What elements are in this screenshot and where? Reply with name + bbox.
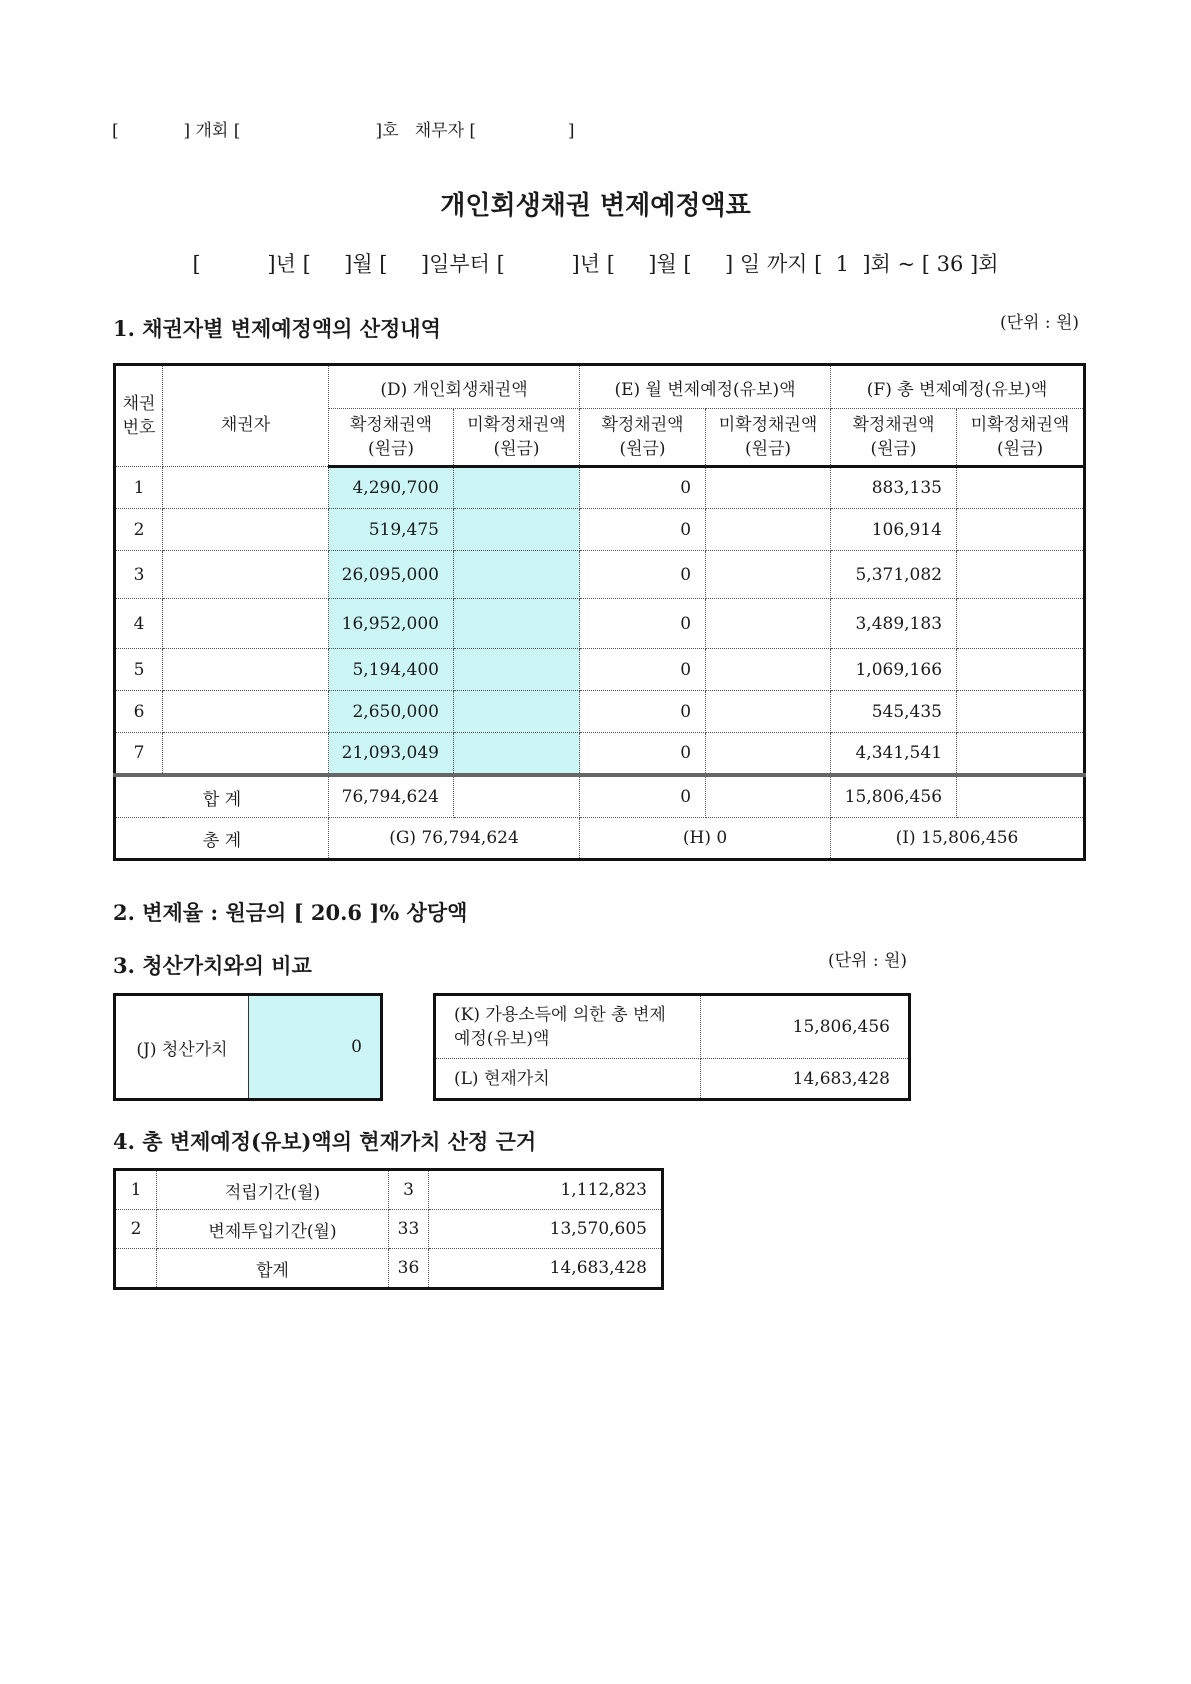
- total-row: [115, 818, 1085, 860]
- row-d-unconfirmed: [454, 733, 580, 776]
- header-d-confirmed: 확정채권액 (원금): [329, 409, 454, 467]
- section1-unit: (단위 : 원): [1000, 313, 1080, 333]
- header-creditor: 채권자: [163, 365, 329, 467]
- row-creditor: [163, 599, 329, 649]
- row-e-unconfirmed: [706, 467, 831, 509]
- repayment-period: [ ]년 [ ]월 [ ]일부터 [ ]년 [ ]월 [ ] 일 까지 [ 1 ]회 ~ [ 36 ]회: [192, 252, 999, 276]
- row-creditor: [163, 649, 329, 691]
- row-f-unconfirmed: [957, 599, 1085, 649]
- j-value: 0: [249, 995, 382, 1100]
- row-e-confirmed: 0: [580, 649, 706, 691]
- row-f-confirmed: 883,135: [831, 467, 957, 509]
- row-creditor: [163, 551, 329, 599]
- sum-row: [115, 775, 1085, 818]
- l-value: 14,683,428: [792, 1068, 890, 1089]
- section3-heading: 3. 청산가치와의 비교: [113, 953, 312, 978]
- row-f-confirmed: 4,341,541: [831, 733, 957, 776]
- case-header: [ ] 개회 [ ]호 채무자 [ ]: [112, 121, 575, 141]
- row-e-unconfirmed: [706, 551, 831, 599]
- row-e-confirmed: 0: [580, 509, 706, 551]
- row-no: 2: [115, 509, 163, 551]
- row-f-unconfirmed: [957, 649, 1085, 691]
- table-row: [115, 509, 1085, 551]
- row-no: 1: [115, 467, 163, 509]
- row-f-unconfirmed: [957, 691, 1085, 733]
- section1-heading: 1. 채권자별 변제예정액의 산정내역: [113, 316, 441, 341]
- liquidation-value-box: [113, 993, 383, 1101]
- row-no: 6: [115, 691, 163, 733]
- table-row: [115, 1210, 663, 1249]
- pv-no: 1: [115, 1170, 157, 1210]
- row-d-unconfirmed: [454, 509, 580, 551]
- row-e-unconfirmed: [706, 649, 831, 691]
- row-d-unconfirmed: [454, 551, 580, 599]
- row-no: 7: [115, 733, 163, 776]
- row-e-unconfirmed: [706, 509, 831, 551]
- row-d-confirmed: 5,194,400: [329, 649, 454, 691]
- section2-heading: 2. 변제율 : 원금의 [ 20.6 ]% 상당액: [113, 900, 468, 925]
- row-e-confirmed: 0: [580, 467, 706, 509]
- row-creditor: [163, 691, 329, 733]
- total-label: 총 계: [115, 818, 329, 860]
- row-d-confirmed: 519,475: [329, 509, 454, 551]
- pv-label: 합계: [157, 1249, 389, 1289]
- header-f-confirmed: 확정채권액 (원금): [831, 409, 957, 467]
- pv-no: 2: [115, 1210, 157, 1249]
- section4-heading: 4. 총 변제예정(유보)액의 현재가치 산정 근거: [113, 1129, 537, 1154]
- k-label: (K) 가용소득에 의한 총 변제 예정(유보)액: [435, 995, 701, 1059]
- row-f-unconfirmed: [957, 733, 1085, 776]
- row-d-confirmed: 2,650,000: [329, 691, 454, 733]
- row-f-unconfirmed: [957, 509, 1085, 551]
- sum-d-unconfirmed: [454, 775, 580, 818]
- row-e-unconfirmed: [706, 691, 831, 733]
- header-f: (F) 총 변제예정(유보)액: [831, 365, 1085, 409]
- row-f-confirmed: 1,069,166: [831, 649, 957, 691]
- pv-months: 3: [389, 1170, 429, 1210]
- header-d-unconfirmed: 미확정채권액 (원금): [454, 409, 580, 467]
- sum-f: 15,806,456: [831, 775, 957, 818]
- pv-value: 13,570,605: [429, 1210, 663, 1249]
- table-row: [115, 691, 1085, 733]
- pv-label: 변제투입기간(월): [157, 1210, 389, 1249]
- sum-f-unconfirmed: [957, 775, 1085, 818]
- row-f-unconfirmed: [957, 467, 1085, 509]
- row-no: 5: [115, 649, 163, 691]
- table-row: [115, 733, 1085, 776]
- table-row: [115, 1249, 663, 1289]
- sum-e: 0: [580, 775, 706, 818]
- row-d-unconfirmed: [454, 467, 580, 509]
- table-row: [115, 599, 1085, 649]
- present-value-box: [433, 993, 911, 1101]
- total-i: (I) 15,806,456: [895, 828, 1019, 848]
- table-row: [115, 467, 1085, 509]
- pv-months: 36: [389, 1249, 429, 1289]
- header-no: 채권 번호: [115, 365, 163, 467]
- row-e-confirmed: 0: [580, 551, 706, 599]
- header-e-confirmed: 확정채권액 (원금): [580, 409, 706, 467]
- page-title: 개인회생채권 변제예정액표: [440, 191, 751, 221]
- total-g: (G) 76,794,624: [329, 818, 580, 860]
- k-value: 15,806,456: [701, 995, 910, 1059]
- pv-value: 1,112,823: [429, 1170, 663, 1210]
- row-no: 4: [115, 599, 163, 649]
- j-label: (J) 청산가치: [115, 995, 249, 1100]
- row-d-confirmed: 16,952,000: [329, 599, 454, 649]
- row-d-unconfirmed: [454, 691, 580, 733]
- creditor-table: [113, 363, 1086, 861]
- table-row: [115, 551, 1085, 599]
- header-e: (E) 월 변제예정(유보)액: [580, 365, 831, 409]
- row-f-unconfirmed: [957, 551, 1085, 599]
- header-d: (D) 개인회생채권액: [329, 365, 580, 409]
- row-creditor: [163, 467, 329, 509]
- row-f-confirmed: 106,914: [831, 509, 957, 551]
- row-no: 3: [115, 551, 163, 599]
- l-label: (L) 현재가치: [435, 1059, 701, 1100]
- row-e-unconfirmed: [706, 599, 831, 649]
- row-d-confirmed: 26,095,000: [329, 551, 454, 599]
- row-e-unconfirmed: [706, 733, 831, 776]
- row-f-confirmed: 5,371,082: [831, 551, 957, 599]
- row-creditor: [163, 509, 329, 551]
- row-e-confirmed: 0: [580, 733, 706, 776]
- header-e-unconfirmed: 미확정채권액 (원금): [706, 409, 831, 467]
- row-d-confirmed: 21,093,049: [329, 733, 454, 776]
- pv-months: 33: [389, 1210, 429, 1249]
- present-value-basis-table: [113, 1168, 664, 1290]
- table-row: [115, 1170, 663, 1210]
- row-e-confirmed: 0: [580, 691, 706, 733]
- sum-d: 76,794,624: [329, 775, 454, 818]
- row-e-confirmed: 0: [580, 599, 706, 649]
- sum-e-unconfirmed: [706, 775, 831, 818]
- total-h: (H) 0: [580, 818, 831, 860]
- row-d-unconfirmed: [454, 649, 580, 691]
- row-f-confirmed: 3,489,183: [831, 599, 957, 649]
- sum-label: 합 계: [115, 775, 329, 818]
- section3-unit: (단위 : 원): [828, 951, 908, 971]
- row-d-confirmed: 4,290,700: [329, 467, 454, 509]
- row-d-unconfirmed: [454, 599, 580, 649]
- pv-value: 14,683,428: [549, 1258, 647, 1278]
- pv-no: [115, 1249, 157, 1289]
- row-creditor: [163, 733, 329, 776]
- table-row: [115, 649, 1085, 691]
- header-f-unconfirmed: 미확정채권액 (원금): [957, 409, 1085, 467]
- pv-label: 적립기간(월): [157, 1170, 389, 1210]
- row-f-confirmed: 545,435: [831, 691, 957, 733]
